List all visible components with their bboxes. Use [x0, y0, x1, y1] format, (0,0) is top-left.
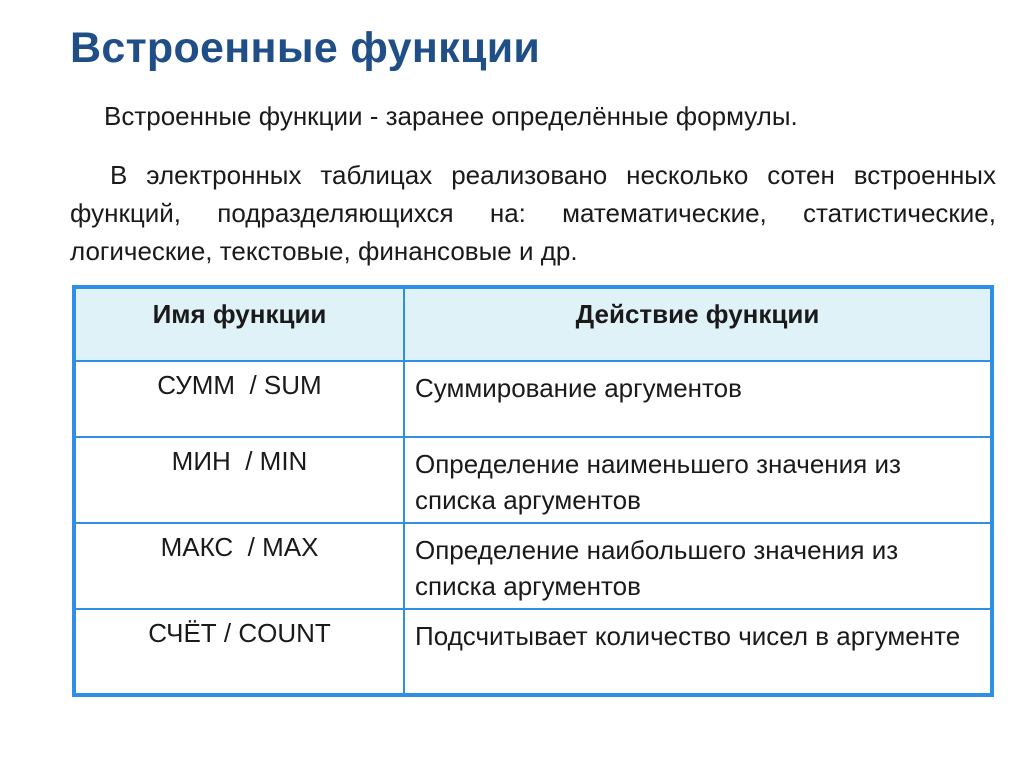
- slide-title: Встроенные функции: [70, 24, 541, 72]
- header-function-action: Действие функции: [404, 287, 992, 361]
- function-action-cell: Суммирование аргументов: [404, 361, 992, 437]
- table-header-row: [74, 287, 992, 361]
- function-name-cell: СУММ / SUM: [74, 361, 404, 437]
- table-row: [74, 361, 992, 437]
- definition-text: Встроенные функции - заранее определённые формулы.: [104, 101, 798, 131]
- function-name-cell: МАКС / MAX: [74, 523, 404, 609]
- description-paragraph: В электронных таблицах реализовано несколько сотен встроенных функций, подразделяющихся на: математические, статистические, логические, текстовые, финансовые и др.: [70, 160, 996, 266]
- table-row: [74, 609, 992, 695]
- function-action-cell: Подсчитывает количество чисел в аргументе: [404, 609, 992, 695]
- header-function-name: Имя функции: [74, 287, 404, 361]
- function-name-cell: МИН / MIN: [74, 437, 404, 523]
- function-name-cell: СЧЁТ / COUNT: [74, 609, 404, 695]
- table-row: [74, 523, 992, 609]
- functions-table: [72, 285, 994, 697]
- function-action-cell: Определение наименьшего значения из списка аргументов: [404, 437, 992, 523]
- table-row: [74, 437, 992, 523]
- function-action-cell: Определение наибольшего значения из списка аргументов: [404, 523, 992, 609]
